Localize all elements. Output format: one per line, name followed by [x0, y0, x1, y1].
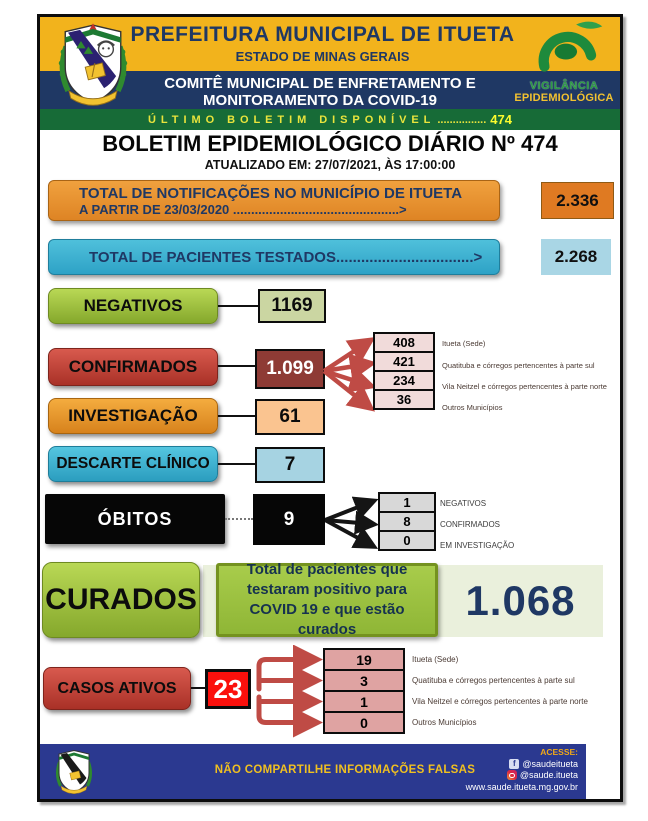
tested-label: TOTAL DE PACIENTES TESTADOS.................................>: [89, 248, 483, 266]
casos-ativos-breakdown-label: Itueta (Sede): [412, 655, 459, 664]
negativos-value-box: 1169: [258, 289, 326, 323]
confirmados-breakdown-label: Vila Neitzel e córregos pertencentes à parte norte: [442, 382, 607, 391]
footer-coat-of-arms: [54, 748, 94, 796]
logo-line1: VIGILÂNCIA: [529, 80, 599, 92]
last-bulletin-band: [40, 109, 620, 130]
state-subtitle: ESTADO DE MINAS GERAIS: [235, 49, 410, 64]
negativos-label-box: NEGATIVOS: [48, 288, 218, 324]
footer-message: NÃO COMPARTILHE INFORMAÇÕES FALSAS: [214, 764, 476, 776]
confirmados-breakdown-value: 234: [373, 370, 435, 391]
notifications-label-line1: TOTAL DE NOTIFICAÇÕES NO MUNICÍPIO DE ITUETA: [79, 185, 463, 202]
descarte-clinico-label-box: DESCARTE CLÍNICO: [48, 446, 218, 482]
curados-label-box: CURADOS: [42, 562, 200, 638]
footer-access-label: ACESSE:: [540, 747, 578, 757]
committee-line1: COMITÊ MUNICIPAL DE ENFRETAMENTO E: [164, 75, 476, 92]
confirmados-label-box: CONFIRMADOS: [48, 348, 218, 386]
obitos-breakdown-label: NEGATIVOS: [440, 499, 487, 508]
descarte-value-box: 7: [255, 447, 325, 483]
confirmados-fan-arrows: [323, 329, 375, 421]
casos-ativos-connector: [191, 687, 205, 689]
facebook-icon: [509, 759, 519, 769]
casos-ativos-label-box: CASOS ATIVOS: [43, 667, 191, 710]
obitos-breakdown-label: CONFIRMADOS: [440, 520, 500, 529]
logo-line2: EPIDEMIOLÓGICA: [514, 92, 614, 104]
casos-ativos-breakdown-label: Vila Neitzel e córregos pertencentes à parte norte: [412, 697, 588, 706]
confirmados-breakdown-label: Outros Municípios: [442, 403, 503, 412]
confirmados-connector: [218, 365, 255, 367]
casos-ativos-breakdown-value: 1: [323, 690, 405, 713]
casos-ativos-bracket-arrows: [245, 645, 325, 742]
investigacao-value-box: 61: [255, 399, 325, 435]
committee-line2: MONITORAMENTO DA COVID-19: [203, 92, 437, 109]
curados-value: 1.068: [465, 577, 576, 624]
last-bulletin-label: ÚLTIMO BOLETIM DISPONÍVEL: [148, 113, 436, 126]
confirmados-breakdown-value: 421: [373, 351, 435, 372]
instagram-handle: @saude.itueta: [519, 770, 578, 780]
footer-band: [40, 744, 586, 799]
casos-ativos-breakdown-label: Outros Municípios: [412, 718, 477, 727]
bulletin-updated-at: ATUALIZADO EM: 27/07/2021, ÀS 17:00:00: [204, 158, 456, 172]
vigilancia-epidemiologica-logo: [512, 18, 616, 110]
casos-ativos-breakdown-value: 0: [323, 711, 405, 734]
notifications-bar: [48, 180, 500, 221]
obitos-breakdown-value: 0: [378, 530, 436, 551]
last-bulletin-dots: ................: [437, 113, 487, 126]
obitos-label-box: ÓBITOS: [45, 494, 225, 544]
vigilancia-swoosh-icon: [521, 18, 607, 74]
facebook-handle: @saudeitueta: [522, 758, 578, 769]
confirmados-value-box: 1.099: [255, 349, 325, 389]
obitos-breakdown-value: 8: [378, 511, 436, 532]
obitos-breakdown-value: 1: [378, 492, 436, 513]
confirmados-breakdown-boxes: [373, 332, 435, 410]
footer-contact-block: [466, 747, 578, 792]
confirmados-breakdown-label: Quatituba e córregos pertencentes à parte sul: [442, 361, 595, 370]
casos-ativos-breakdown-value: 3: [323, 669, 405, 692]
investigacao-connector: [218, 415, 255, 417]
confirmados-breakdown-label: Itueta (Sede): [442, 339, 486, 348]
descarte-connector: [218, 463, 255, 465]
tested-value: 2.268: [541, 239, 611, 275]
obitos-breakdown-label: EM INVESTIGAÇÃO: [440, 541, 515, 550]
confirmados-breakdown-value: 408: [373, 332, 435, 353]
obitos-fan-arrows: [325, 490, 378, 560]
notifications-value: 2.336: [541, 182, 614, 219]
tested-bar: [48, 239, 500, 275]
obitos-connector: [225, 518, 253, 520]
last-bulletin-number: 474: [490, 112, 512, 127]
casos-ativos-breakdown-label: Quatituba e córregos pertencentes à parte sul: [412, 676, 575, 685]
casos-ativos-breakdown-boxes: [323, 648, 405, 734]
bulletin-frame: [37, 14, 623, 802]
itueta-coat-of-arms: [56, 20, 130, 110]
instagram-icon: [507, 770, 517, 780]
bulletin-title: BOLETIM EPIDEMIOLÓGICO DIÁRIO Nº 474: [102, 131, 558, 156]
investigacao-label-box: INVESTIGAÇÃO: [48, 398, 218, 434]
casos-ativos-value-box: 23: [205, 669, 251, 709]
footer-website: www.saude.itueta.mg.gov.br: [465, 781, 578, 792]
confirmados-breakdown-value: 36: [373, 389, 435, 410]
obitos-value-box: 9: [253, 494, 325, 545]
casos-ativos-breakdown-value: 19: [323, 648, 405, 671]
curados-description-box: Total de pacientes que testaram positivo para COVID 19 e que estão curados: [216, 563, 438, 637]
municipality-title: PREFEITURA MUNICIPAL DE ITUETA: [130, 23, 515, 46]
notifications-label-line2: A PARTIR DE 23/03/2020 ..............................................>: [79, 202, 407, 217]
negativos-connector: [218, 305, 258, 307]
obitos-breakdown-boxes: [378, 492, 436, 551]
committee-title: [130, 75, 510, 109]
